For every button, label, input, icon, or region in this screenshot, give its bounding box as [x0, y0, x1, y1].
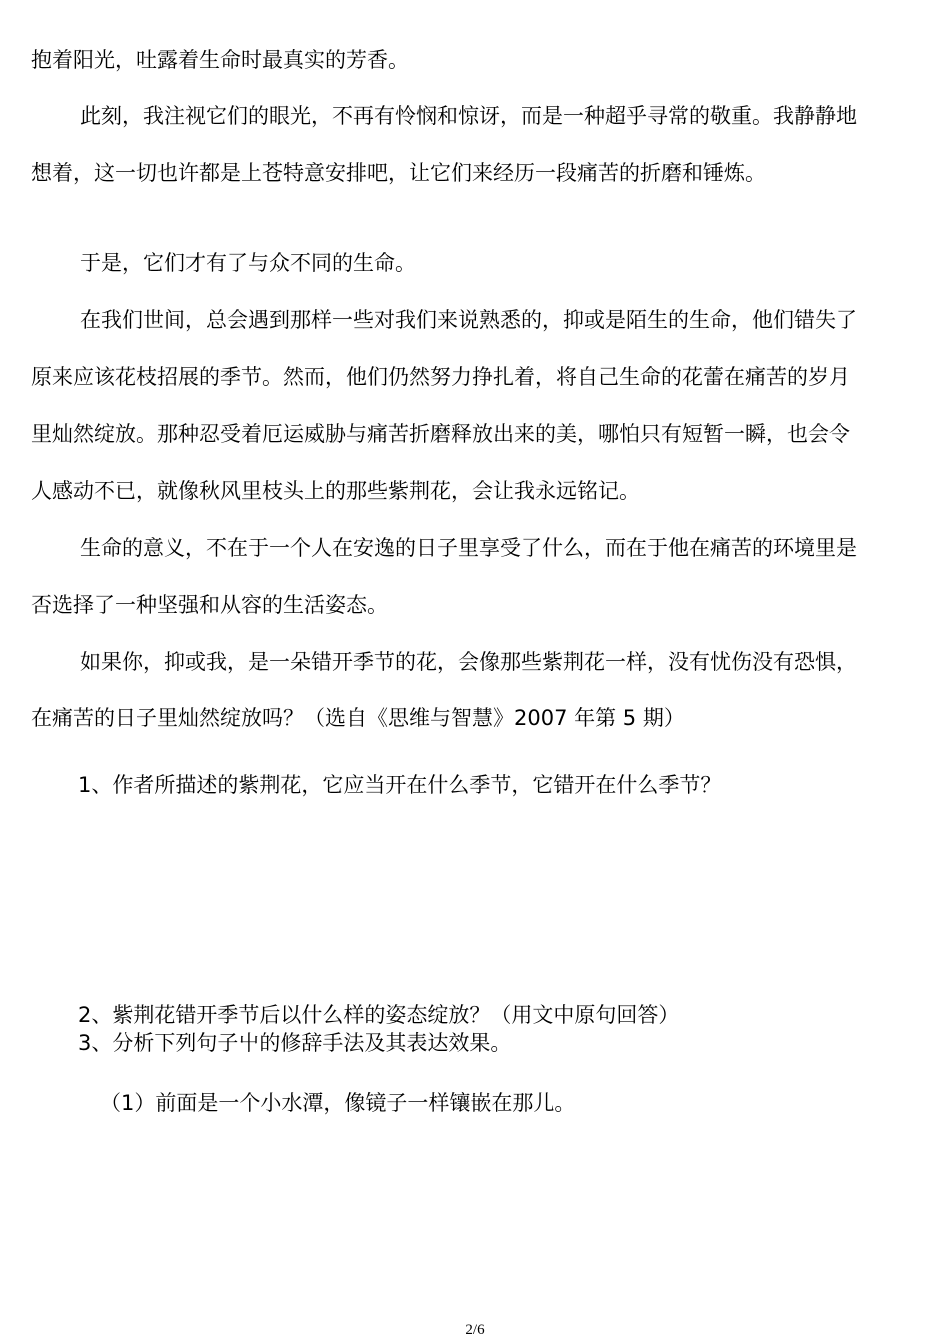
paragraph-line: 原来应该花枝招展的季节。然而，他们仍然努力挣扎着，将自己生命的花蕾在痛苦的岁月 — [31, 365, 850, 389]
question-3-item-1: （1）前面是一个小水潭，像镜子一样镶嵌在那儿。 — [100, 1091, 576, 1115]
paragraph-line: 想着，这一切也许都是上苍特意安排吧，让它们来经历一段痛苦的折磨和锤炼。 — [31, 161, 766, 185]
question-3: 3、分析下列句子屮的修辞手法及其表达效果。 — [78, 1031, 512, 1055]
paragraph-line: 里灿然绽放。那种忍受着厄运威胁与痛苦折磨释放出来的美，哪怕只有短暂一瞬，也会令 — [31, 422, 850, 446]
paragraph-line: 否选择了一种坚强和从容的生活姿态。 — [31, 593, 388, 617]
paragraph-line: 此刻，我注视它们的眼光，不再有怜悯和惊讶，而是一种超乎寻常的敬重。我静静地 — [80, 104, 857, 128]
question-2: 2、紫荆花错开季节后以什么样的姿态绽放？（用文中原句回答） — [78, 1003, 680, 1027]
paragraph-line: 抱着阳光，吐露着生命时最真实的芳香。 — [31, 48, 409, 72]
page-number: 2/6 — [465, 1322, 485, 1338]
paragraph-line: 人感动不已，就像秋风里枝头上的那些紫荆花，会让我永远铭记。 — [31, 479, 640, 503]
paragraph-line: 如果你，抑或我，是一朵错开季节的花，会像那些紫荆花一样，没有忧伤没有恐惧， — [80, 650, 857, 674]
paragraph-line: 于是，它们才有了与众不同的生命。 — [80, 251, 416, 275]
paragraph-line: 在我们世间，总会遇到那样一些对我们来说熟悉的，抑或是陌生的生命，他们错失了 — [80, 308, 857, 332]
paragraph-line: 在痛苦的日子里灿然绽放吗？（选自《思维与智慧》2007 年第 5 期） — [31, 706, 685, 730]
question-1: 1、作者所描述的紫荆花，它应当开在什么季节，它错开在什么季节？ — [78, 773, 722, 797]
paragraph-line: 生命的意义，不在于一个人在安逸的日子里享受了什么，而在于他在痛苦的环境里是 — [80, 536, 857, 560]
